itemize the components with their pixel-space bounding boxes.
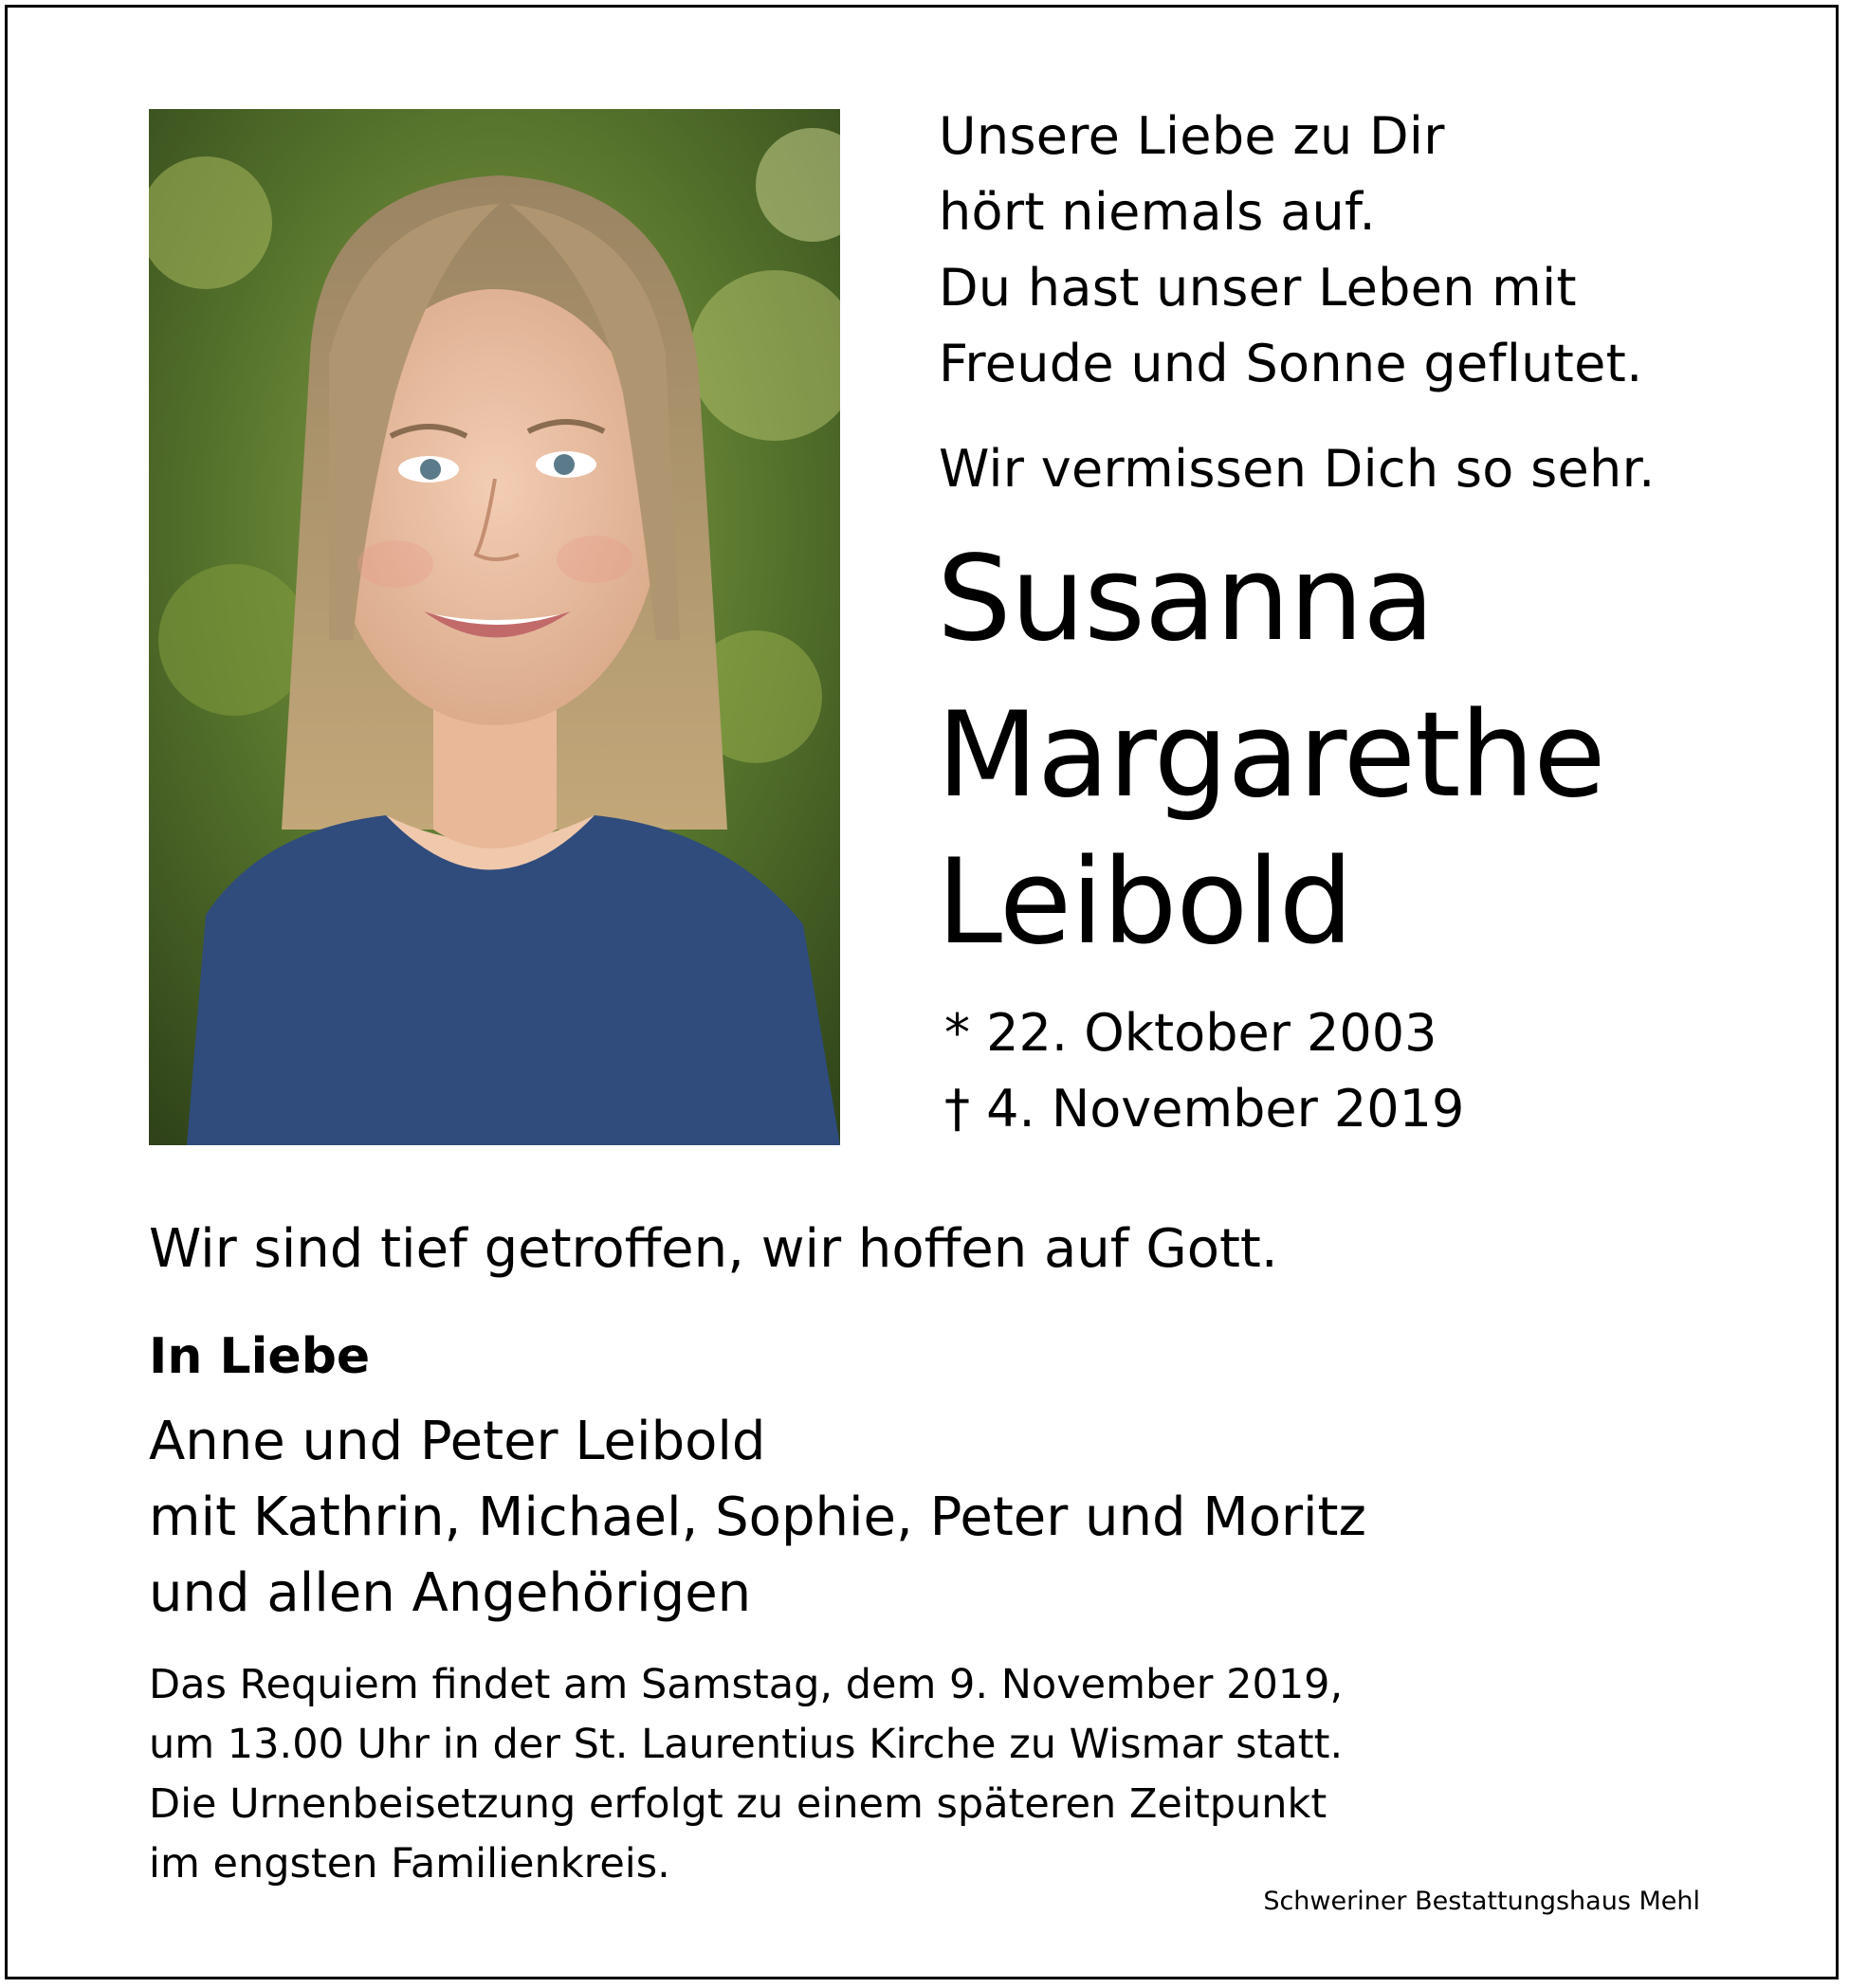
service-info-line-1: Das Requiem findet am Samstag, dem 9. November 2019, — [149, 1661, 1344, 1708]
service-info-line-4: im engsten Familienkreis. — [149, 1840, 670, 1888]
service-info-line-3: Die Urnenbeisetzung erfolgt zu einem späteren Zeitpunkt — [149, 1780, 1327, 1828]
family-line-3: und allen Angehörigen — [149, 1562, 752, 1624]
in-love-heading: In Liebe — [149, 1328, 371, 1385]
verse-line-3: Du hast unser Leben mit — [939, 258, 1577, 318]
service-info-line-2: um 13.00 Uhr in der St. Laurentius Kirche zu Wismar statt. — [149, 1721, 1344, 1768]
portrait-photo — [149, 109, 840, 1145]
verse-line-4: Freude und Sonne geflutet. — [939, 334, 1643, 393]
deceased-first-name: Susanna — [937, 531, 1435, 667]
family-line-1: Anne und Peter Leibold — [149, 1411, 766, 1472]
deceased-middle-name: Margarethe — [937, 687, 1605, 824]
deceased-surname: Leibold — [937, 834, 1353, 971]
birth-date: * 22. Oktober 2003 — [944, 1003, 1437, 1063]
death-date: † 4. November 2019 — [944, 1079, 1465, 1139]
undertaker-credit: Schweriner Bestattungshaus Mehl — [1263, 1887, 1700, 1916]
miss-line: Wir vermissen Dich so sehr. — [939, 439, 1656, 499]
family-line-2: mit Kathrin, Michael, Sophie, Peter und Moritz — [149, 1486, 1366, 1548]
verse-line-1: Unsere Liebe zu Dir — [939, 106, 1445, 166]
verse-line-2: hört niemals auf. — [939, 182, 1376, 242]
hope-line: Wir sind tief getroffen, wir hoffen auf Gott. — [149, 1218, 1278, 1280]
